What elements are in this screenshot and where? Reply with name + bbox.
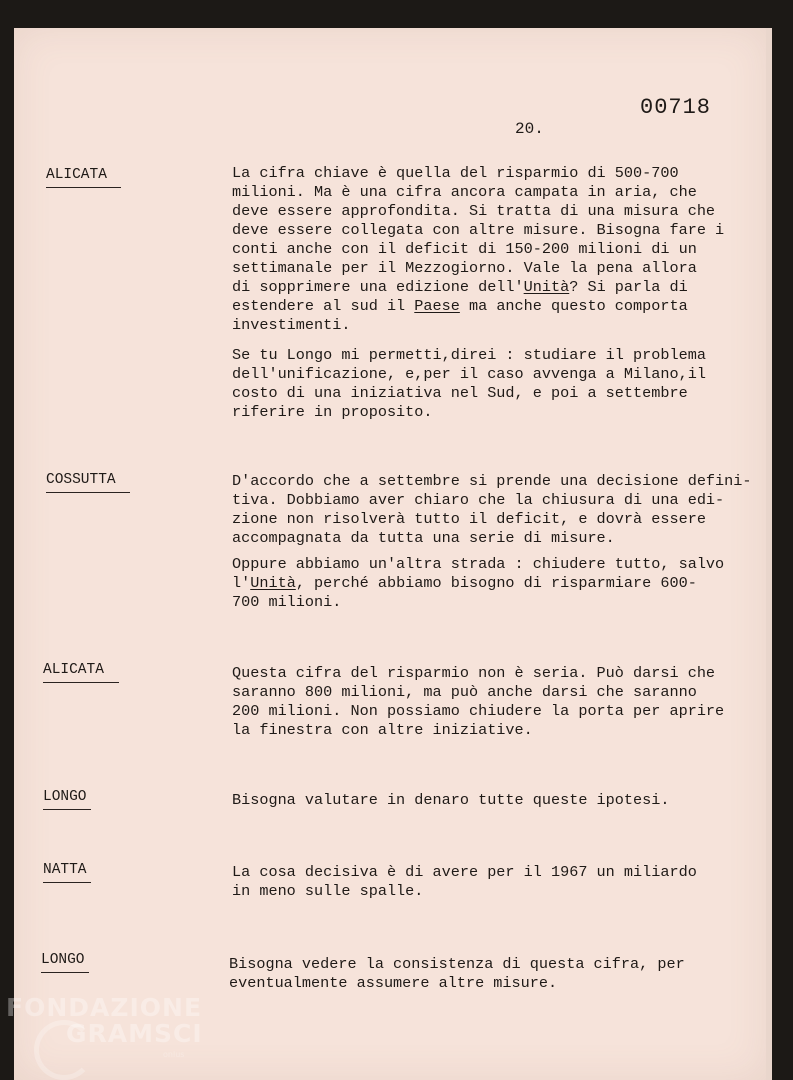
speaker-name: LONGO <box>43 789 87 805</box>
speaker-name: LONGO <box>41 952 85 968</box>
speaker-name: COSSUTTA <box>46 472 116 488</box>
speech-paragraph: Questa cifra del risparmio non è seria. Può darsi che saranno 800 milioni, ma può anche darsi che saranno 200 milioni. Non possiamo chiudere la porta per aprire la finestra con altre iniziative. <box>232 664 725 739</box>
speech-paragraph: La cifra chiave è quella del risparmio di 500-700 milioni. Ma è una cifra ancora campata in aria, che deve essere approfondita. Si tratta di una misura che deve essere collegata con altre misure. Bisogna fare i conti anche con il deficit di 150-200 milioni di un settimanale per il Mezzogiorno. Vale la pena allora di sopprimere una edizione dell'Unità? Si parla di estendere al sud il Paese ma anche questo comporta investimenti. <box>232 164 725 334</box>
speech-paragraph: La cosa decisiva è di avere per il 1967 un miliardo in meno sulle spalle. <box>232 863 697 900</box>
speech-paragraph: D'accordo che a settembre si prende una decisione defini- tiva. Dobbiamo aver chiaro che la chiusura di una edi- zione non risolverà tutto il deficit, e dovrà essere accompagnata da tutta una serie di misure. <box>232 472 752 547</box>
speech-paragraph: Bisogna vedere la consistenza di questa cifra, per eventualmente assumere altre misure. <box>229 955 685 992</box>
speaker-name: ALICATA <box>43 662 104 678</box>
speech-paragraph: Bisogna valutare in denaro tutte queste ipotesi. <box>232 791 670 809</box>
page-number: 20. <box>515 120 544 138</box>
watermark-onlus: onlus <box>163 1050 185 1059</box>
document-number: 00718 <box>640 95 712 120</box>
watermark: FONDAZIONE GRAMSCI <box>6 993 203 1048</box>
speaker-name: NATTA <box>43 862 87 878</box>
speech-paragraph: Oppure abbiamo un'altra strada : chiudere tutto, salvo l'Unità, perché abbiamo bisogno di risparmiare 600- 700 milioni. <box>232 555 725 611</box>
speech-paragraph: Se tu Longo mi permetti,direi : studiare il problema dell'unificazione, e,per il caso avvenga a Milano,il costo di una iniziativa nel Sud, e poi a settembre riferire in proposito. <box>232 346 706 421</box>
speaker-name: ALICATA <box>46 167 107 183</box>
